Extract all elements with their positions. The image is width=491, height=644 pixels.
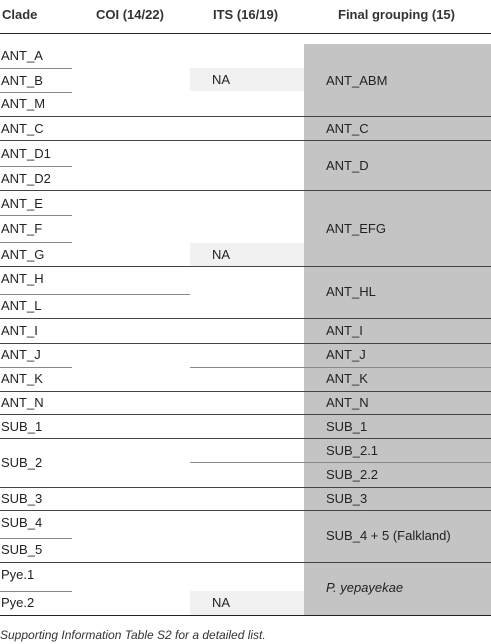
its-na-cell <box>190 591 304 615</box>
row-divider-partial <box>0 92 72 93</box>
clade-label: ANT_J <box>1 347 41 362</box>
row-divider <box>0 487 491 488</box>
row-divider-partial <box>190 462 491 463</box>
its-na-cell <box>190 68 304 91</box>
row-divider-partial <box>0 242 72 243</box>
its-na-label: NA <box>212 595 231 610</box>
clade-label: ANT_K <box>1 371 43 386</box>
clade-label: ANT_D1 <box>1 146 51 161</box>
header-final: Final grouping (15) <box>338 7 455 22</box>
clade-label: ANT_D2 <box>1 171 51 186</box>
row-divider-partial <box>0 591 72 592</box>
its-na-label: NA <box>212 247 231 262</box>
group-label: SUB_2.1 <box>326 443 379 458</box>
table-caption: Supporting Information Table S2 for a detailed list. <box>0 628 266 642</box>
row-divider <box>0 414 491 415</box>
clade-label: Pye.2 <box>1 595 35 610</box>
clade-label: SUB_2 <box>1 455 43 470</box>
row-divider <box>0 190 491 191</box>
clade-label: ANT_F <box>1 221 43 236</box>
row-divider <box>0 266 491 267</box>
row-divider-partial <box>190 367 491 368</box>
clade-label: SUB_3 <box>1 491 43 506</box>
clade-label: ANT_H <box>1 271 44 286</box>
table-bottom-rule <box>0 615 491 616</box>
group-label: SUB_4 + 5 (Falkland) <box>326 528 451 543</box>
row-divider <box>0 438 491 439</box>
header-its: ITS (16/19) <box>213 7 279 22</box>
row-divider-partial <box>0 166 72 167</box>
row-divider <box>0 343 491 344</box>
row-divider-partial <box>0 215 72 216</box>
row-divider <box>0 116 491 117</box>
clade-label: Pye.1 <box>1 567 35 582</box>
header-clade: Clade <box>2 7 38 22</box>
row-divider-partial <box>0 538 72 539</box>
group-label: ANT_K <box>326 371 368 386</box>
row-divider-partial <box>0 68 72 69</box>
group-label: SUB_3 <box>326 491 368 506</box>
row-divider <box>0 562 491 563</box>
clade-label: ANT_E <box>1 196 43 211</box>
clade-label: SUB_5 <box>1 542 43 557</box>
clade-label: ANT_C <box>1 121 44 136</box>
group-label: ANT_HL <box>326 284 376 299</box>
row-divider <box>0 140 491 141</box>
its-na-cell <box>190 243 304 266</box>
clade-label: SUB_1 <box>1 419 43 434</box>
group-label: SUB_1 <box>326 419 368 434</box>
table-header <box>0 0 491 33</box>
header-coi: COI (14/22) <box>96 7 164 22</box>
clade-label: ANT_I <box>1 323 38 338</box>
clade-label: ANT_N <box>1 395 44 410</box>
clade-label: ANT_M <box>1 96 46 111</box>
clade-label: ANT_B <box>1 73 43 88</box>
group-label: ANT_EFG <box>326 221 386 236</box>
group-label: ANT_I <box>326 323 363 338</box>
row-divider-partial <box>0 367 72 368</box>
row-divider <box>0 391 491 392</box>
row-divider-partial <box>0 294 190 295</box>
clade-label: ANT_L <box>1 298 42 313</box>
header-divider <box>0 33 491 34</box>
group-label: ANT_N <box>326 395 369 410</box>
clade-label: ANT_G <box>1 247 45 262</box>
group-label: SUB_2.2 <box>326 467 379 482</box>
its-na-label: NA <box>212 72 231 87</box>
group-label: P. yepayekae <box>326 580 404 595</box>
group-label: ANT_ABM <box>326 73 388 88</box>
row-divider <box>0 510 491 511</box>
group-label: ANT_D <box>326 158 369 173</box>
clade-label: SUB_4 <box>1 515 43 530</box>
group-label: ANT_C <box>326 121 369 136</box>
group-label: ANT_J <box>326 347 366 362</box>
clade-label: ANT_A <box>1 48 43 63</box>
row-divider <box>0 318 491 319</box>
